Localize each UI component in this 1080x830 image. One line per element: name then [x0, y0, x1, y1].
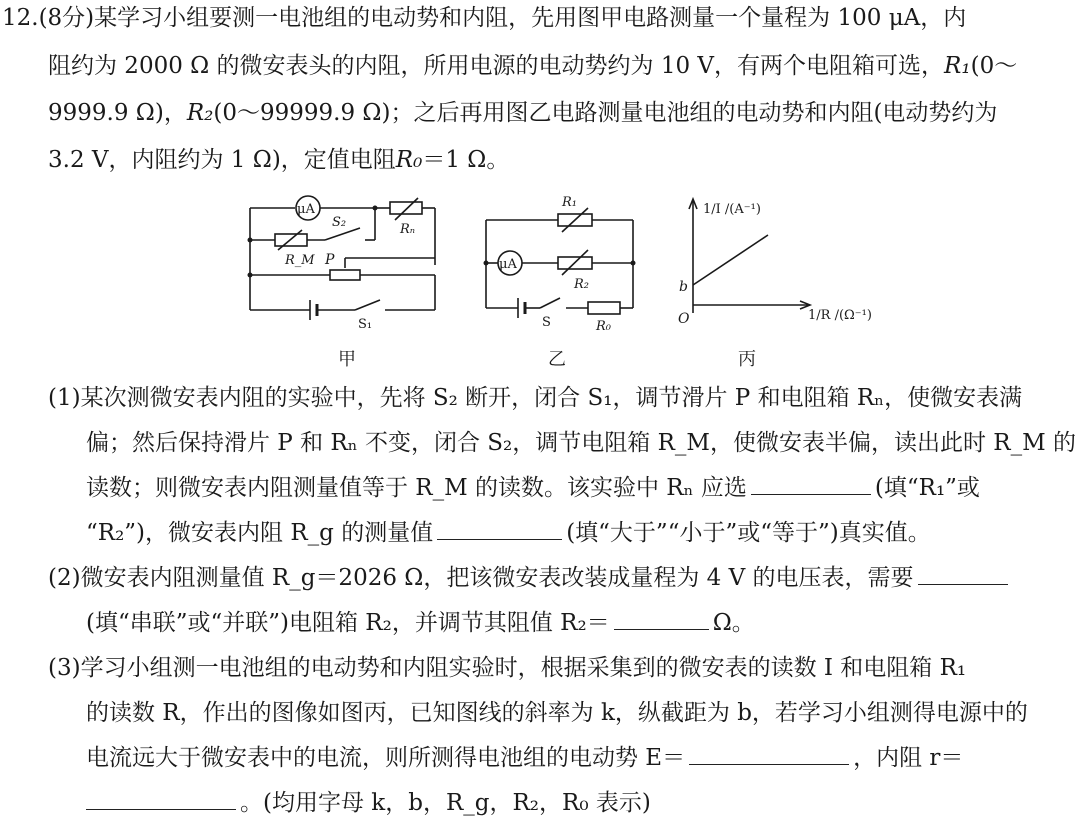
problem-stem-line-2 [48, 50, 1017, 82]
figure-bing-graph [668, 185, 888, 335]
part3-text-2: 的读数 R，作出的图像如图丙，已知图线的斜率为 k，纵截距为 b，若学习小组测得电源中的 [86, 700, 1028, 726]
part1-line-4 [86, 517, 931, 549]
part1-line-1 [48, 382, 1022, 414]
stem-text-3: 9999.9 Ω)， [48, 100, 187, 126]
bing-intercept-label: b [679, 279, 688, 295]
problem-number: 12. [2, 5, 39, 31]
problem-stem-line-3 [48, 97, 997, 129]
stem-text-4: (0～99999.9 Ω)；之后再用图乙电路测量电池组的电动势和内阻(电动势约为 [213, 100, 998, 126]
yi-label-r1: R₁ [562, 195, 577, 210]
problem-score: (8分) [38, 5, 95, 31]
part1-text-5: “R₂”)，微安表内阻 R_g 的测量值 [86, 520, 434, 546]
yi-label-meter: μA [499, 257, 517, 272]
stem-text-6: ＝1 Ω。 [422, 147, 510, 173]
part1-text-3: 读数；则微安表内阻测量值等于 R_M 的读数。该实验中 Rₙ 应选 [86, 475, 747, 501]
bing-fit-line [693, 235, 768, 285]
part3-line-2 [86, 697, 1028, 729]
figure-yi-circuit [478, 190, 653, 335]
symbol-r2: R₂ [186, 100, 214, 126]
jia-label-rn: Rₙ [400, 222, 416, 237]
yi-label-s: S [542, 315, 551, 330]
jia-label-rm: R_M [285, 253, 315, 268]
answer-blank-emf[interactable] [689, 742, 849, 765]
stem-text-2: 阻约为 2000 Ω 的微安表头的内阻，所用电源的电动势约为 10 V，有两个电阻箱可选， [48, 53, 945, 79]
jia-label-s2: S₂ [332, 215, 347, 230]
yi-label-r2: R₂ [574, 277, 589, 292]
stem-text-5: 3.2 V，内阻约为 1 Ω)，定值电阻 [48, 147, 396, 173]
answer-blank-connection[interactable] [918, 562, 1008, 585]
bing-y-axis-label: 1/I /(A⁻¹) [703, 202, 761, 217]
yi-label-r0: R₀ [596, 319, 611, 334]
symbol-r0: R₀ [395, 147, 423, 173]
problem-stem-line-1 [2, 2, 966, 34]
part2-text-2: (填“串联”或“并联”)电阻箱 R₂，并调节其阻值 R₂＝ [86, 610, 610, 636]
part2-text-3: Ω。 [712, 610, 755, 636]
part3-line-1 [48, 652, 966, 684]
figure-jia-circuit [240, 190, 450, 330]
answer-blank-internal-resistance[interactable] [86, 787, 236, 810]
part3-line-4 [86, 787, 651, 819]
figure-jia-caption: 甲 [338, 349, 356, 370]
part3-text-4: ，内阻 r＝ [853, 745, 964, 771]
answer-blank-rn-choice[interactable] [751, 472, 871, 495]
bing-x-axis-label: 1/R /(Ω⁻¹) [808, 308, 872, 323]
part1-text-2: 偏；然后保持滑片 P 和 Rₙ 不变，闭合 S₂，调节电阻箱 R_M，使微安表半偏，读出此时 R_M 的 [86, 430, 1076, 456]
part2-line-1 [48, 562, 1012, 594]
part3-text-5: 。(均用字母 k，b，R_g，R₂，R₀ 表示) [240, 790, 651, 816]
answer-blank-r2-value[interactable] [614, 607, 709, 630]
part3-text-1: (3)学习小组测一电池组的电动势和内阻实验时，根据采集到的微安表的读数 I 和电阻箱 R₁ [48, 655, 967, 681]
part3-text-3: 电流远大于微安表中的电流，则所测得电池组的电动势 E＝ [86, 745, 686, 771]
jia-label-s1: S₁ [358, 317, 373, 330]
symbol-r1: R₁ [944, 53, 971, 79]
part1-text-4: (填“R₁”或 [874, 475, 980, 501]
problem-stem-line-4 [48, 144, 509, 176]
part1-text-6: (填“大于”“小于”或“等于”)真实值。 [566, 520, 931, 546]
part2-line-2 [86, 607, 755, 639]
part3-line-3 [86, 742, 963, 774]
part1-line-3 [86, 472, 980, 504]
jia-slide-rheostat [330, 270, 360, 280]
figure-yi-caption: 乙 [548, 349, 566, 370]
stem-text-1: 某学习小组要测一电池组的电动势和内阻，先用图甲电路测量一个量程为 100 μA，内 [94, 5, 967, 31]
part1-line-2 [86, 427, 1076, 459]
bing-origin-label: O [678, 311, 690, 327]
jia-label-meter: μA [297, 202, 315, 217]
figure-bing-caption: 丙 [738, 349, 756, 370]
part2-text-1: (2)微安表内阻测量值 R_g＝2026 Ω，把该微安表改装成量程为 4 V 的电压表，需要 [48, 565, 914, 591]
jia-label-p: P [325, 252, 335, 268]
answer-blank-rg-compare[interactable] [437, 517, 562, 540]
yi-r0-box [588, 302, 620, 314]
part1-text-1: (1)某次测微安表内阻的实验中，先将 S₂ 断开，闭合 S₁，调节滑片 P 和电阻箱 Rₙ，使微安表满 [48, 385, 1023, 411]
r1-range-start: (0～ [970, 53, 1018, 79]
